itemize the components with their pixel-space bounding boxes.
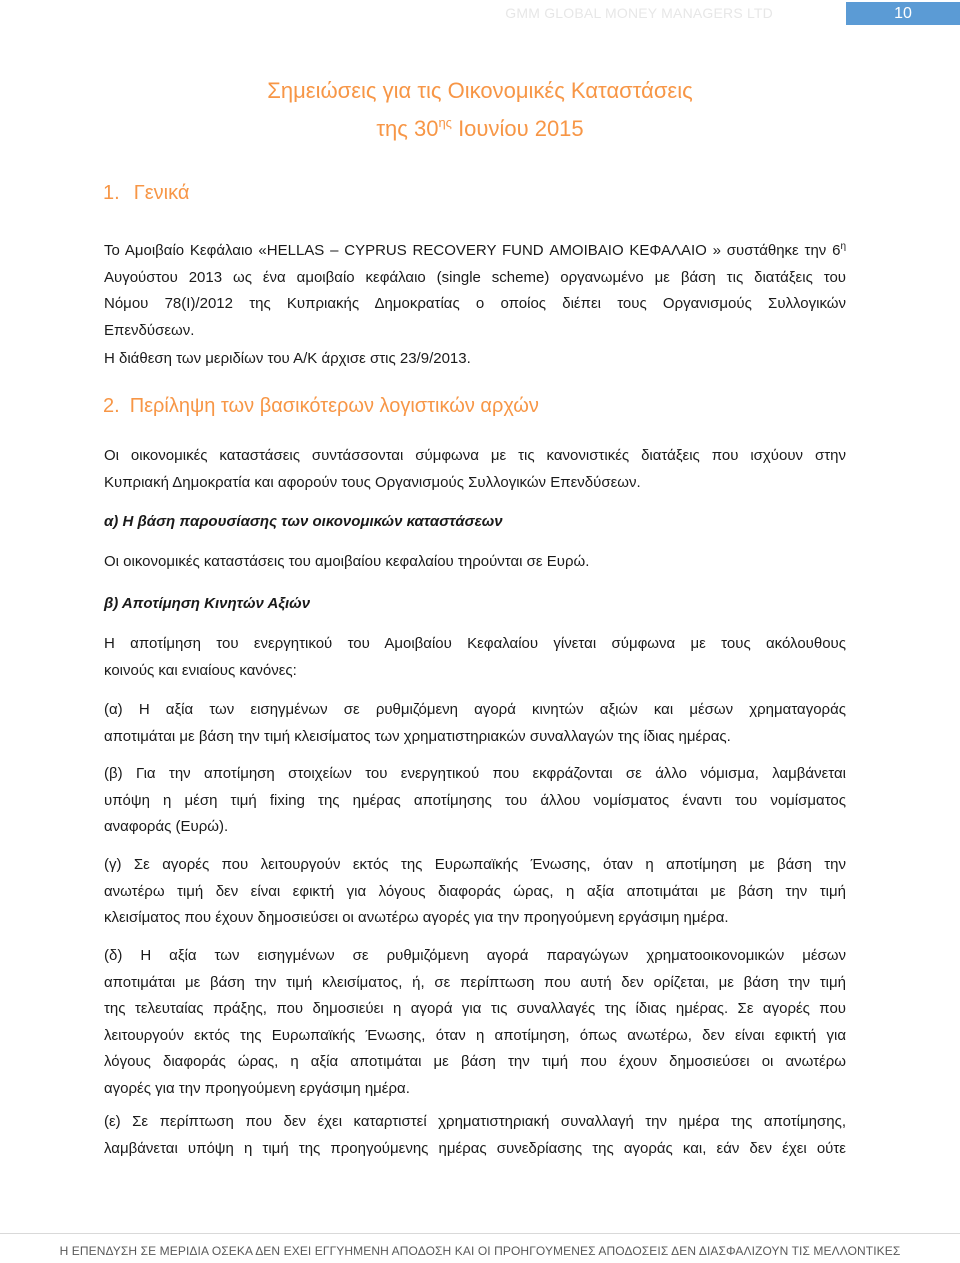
paragraph-line: αγορές για την προηγούμενη εργάσιμη ημέρα. <box>104 1079 410 1097</box>
page-title-line2 <box>0 107 960 145</box>
paragraph-line: Νόμου 78(Ι)/2012 της Κυπριακής Δημοκρατίας ο οποίος διέπει τους Οργανισμούς Συλλογικών <box>104 295 846 312</box>
page-number-badge: 10 <box>846 2 960 25</box>
valuation-rule-a <box>104 697 846 750</box>
paragraph-line: Οι οικονομικές καταστάσεις συντάσσονται σύμφωνα με τις κανονιστικές διατάξεις που ισχύουν στην <box>104 447 846 464</box>
paragraph-line: (δ) Η αξία των εισηγμένων σε ρυθμιζόμενη αγορά παραγώγων χρηματοοικονομικών μέσων <box>104 947 846 964</box>
footer-divider <box>0 1233 960 1234</box>
paragraph-line: Αυγούστου 2013 ως ένα αμοιβαίο κεφάλαιο (single scheme) οργανωμένο με βάση τις διατάξεις του <box>104 268 846 286</box>
valuation-rule-c <box>104 852 846 932</box>
section-1-number: 1. <box>103 182 120 204</box>
header-company-name: GMM GLOBAL MONEY MANAGERS LTD <box>505 5 773 21</box>
section-2-heading <box>103 393 539 419</box>
paragraph-line: (γ) Σε αγορές που λειτουργούν εκτός της Ευρωπαϊκής Ένωσης, όταν η αποτίμηση με βάση την <box>104 856 846 873</box>
paragraph-line: (β) Για την αποτίμηση στοιχείων του ενεργητικού που εκφράζονται σε άλλο νόμισμα, λαμβάνεται <box>104 765 846 782</box>
section-2-title: Περίληψη των βασικότερων λογιστικών αρχών <box>129 395 539 417</box>
section-1-title: Γενικά <box>133 182 190 204</box>
paragraph-line: κλεισίματος που έχουν δημοσιεύσει οι ανωτέρω αγορές για την προηγούμενη εργάσιμη ημέρα. <box>104 909 729 926</box>
page-title-line1: Σημειώσεις για τις Οικονομικές Καταστάσεις <box>267 78 693 103</box>
paragraph-line: αποτιμάται με βάση την τιμή κλεισίματος, ή, σε περίπτωση που αυτή δεν ορίζεται, με βάση την τιμή <box>104 973 846 991</box>
section-1-heading <box>103 180 189 206</box>
paragraph-line: αναφοράς (Ευρώ). <box>104 818 229 835</box>
paragraph-line: λαμβάνεται υπόψη η τιμή της προηγούμενης ημέρας συνεδρίασης της αγοράς και, εάν δεν έχει ούτε <box>104 1139 846 1157</box>
paragraph-line: υπόψη η μέση τιμή fixing της ημέρας αποτίμησης του άλλου νομίσματος έναντι του νομίσματος <box>104 791 846 809</box>
paragraph-line: Κυπριακή Δημοκρατία και αφορούν τους Οργανισμούς Συλλογικών Επενδύσεων. <box>104 473 641 491</box>
paragraph-line: κοινούς και ενιαίους κανόνες: <box>104 661 297 679</box>
paragraph-line: (α) Η αξία των εισηγμένων σε ρυθμιζόμενη αγορά κινητών αξιών και μέσων χρηματαγοράς <box>104 701 846 718</box>
section-1-paragraph-2 <box>104 346 846 373</box>
paragraph-line: Επενδύσεων. <box>104 321 195 339</box>
subheading-securities-valuation: β) Αποτίμηση Κινητών Αξιών <box>104 595 311 612</box>
valuation-rule-b <box>104 761 846 841</box>
title-date-suffix: ης <box>438 115 452 130</box>
section-1-paragraph-1 <box>104 234 846 344</box>
title-date-month-year: Ιουνίου 2015 <box>451 116 584 141</box>
paragraph-line: Το Αμοιβαίο Κεφάλαιο «HELLAS – CYPRUS RECOVERY FUND ΑΜΟΙΒΑΙΟ ΚΕΦΑΛΑΙΟ » συστάθηκε την $6^\eta$ <box>104 241 846 259</box>
section-2-paragraph-1 <box>104 443 846 496</box>
section-2-number: 2. <box>103 395 120 417</box>
title-date-prefix: της 30 <box>376 116 439 141</box>
paragraph-line: της τελευταίας πράξης, που δημοσιεύει η αγορά για τις συναλλαγές της ίδιας ημέρας. Σε αγορές που <box>104 1000 846 1017</box>
paragraph-line: (ε) Σε περίπτωση που δεν έχει καταρτιστεί χρηματιστηριακή συναλλαγή την ημέρα της αποτίμησης, <box>104 1113 846 1130</box>
paragraph-line: Η αποτίμηση του ενεργητικού του Αμοιβαίου Κεφαλαίου γίνεται σύμφωνα με τους ακόλουθους <box>104 635 846 652</box>
paragraph-line: λόγους διαφοράς ώρας, η αξία αποτιμάται με βάση την τιμή που έχουν δημοσιεύσει οι ανωτέρω <box>104 1053 846 1070</box>
subheading-basis-of-presentation: α) Η βάση παρουσίασης των οικονομικών καταστάσεων <box>104 513 503 530</box>
basis-of-presentation-text <box>104 549 846 576</box>
valuation-rule-e <box>104 1109 846 1162</box>
valuation-intro <box>104 631 846 684</box>
paragraph-line: αποτιμάται με βάση την τιμή κλεισίματος των χρηματιστηριακών συναλλαγών της ίδιας ημέρας. <box>104 727 731 745</box>
footer-disclaimer: Η ΕΠΕΝΔΥΣΗ ΣΕ ΜΕΡΙΔΙΑ ΟΣΕΚΑ ΔΕΝ ΕΧΕΙ ΕΓΓΥΗΜΕΝΗ ΑΠΟΔΟΣΗ ΚΑΙ ΟΙ ΠΡΟΗΓΟΥΜΕΝΕΣ ΑΠΟΔΟΣΕΙΣ ΔΕΝ ΔΙΑΣΦΑΛΙΖΟΥΝ ΤΙΣ ΜΕΛΛΟΝΤΙΚΕΣ <box>59 1244 901 1258</box>
paragraph-line: ανωτέρω τιμή δεν είναι εφικτή για λόγους διαφοράς ώρας, η αξία αποτιμάται με βάση την τιμή <box>104 882 846 900</box>
paragraph-line: Οι οικονομικές καταστάσεις του αμοιβαίου κεφαλαίου τηρούνται σε Ευρώ. <box>104 553 590 570</box>
valuation-rule-d <box>104 943 846 1102</box>
paragraph-line: Η διάθεση των μεριδίων του Α/Κ άρχισε στις 23/9/2013. <box>104 350 471 367</box>
paragraph-line: λειτουργούν εκτός της Ευρωπαϊκής Ένωσης, όταν η αποτίμηση, όπως ανωτέρω, δεν είναι εφικτή για <box>104 1026 846 1044</box>
